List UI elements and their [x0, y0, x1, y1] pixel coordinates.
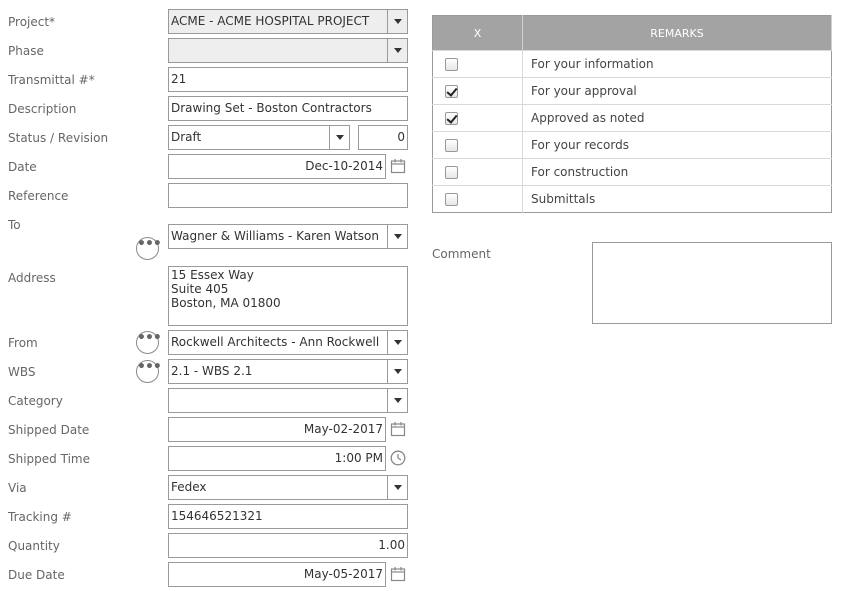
category-select[interactable] — [168, 388, 408, 413]
calendar-icon[interactable] — [390, 158, 406, 174]
due-date-input[interactable]: May-05-2017 — [168, 562, 386, 587]
date-input[interactable]: Dec-10-2014 — [168, 154, 386, 179]
wbs-value: 2.1 - WBS 2.1 — [171, 364, 253, 378]
reference-input[interactable] — [168, 183, 408, 208]
to-label: To — [8, 218, 21, 232]
chevron-down-icon[interactable] — [387, 225, 407, 248]
tracking-input[interactable]: 154646521321 — [168, 504, 408, 529]
remarks-row — [433, 186, 832, 213]
remarks-header-remarks: REMARKS — [523, 16, 832, 51]
tracking-label: Tracking # — [8, 510, 72, 524]
transmittal-input[interactable]: 21 — [168, 67, 408, 92]
remarks-header-x: X — [433, 16, 523, 51]
status-revision-label: Status / Revision — [8, 131, 109, 145]
remarks-row — [433, 159, 832, 186]
remarks-table — [432, 15, 832, 213]
remark-checkbox[interactable] — [445, 58, 458, 71]
shipped-date-label: Shipped Date — [8, 423, 90, 437]
remarks-row — [433, 105, 832, 132]
remark-label: For your records — [523, 132, 832, 159]
remark-label: Approved as noted — [523, 105, 832, 132]
status-select[interactable] — [168, 125, 350, 150]
category-label: Category — [8, 394, 63, 408]
quantity-label: Quantity — [8, 539, 60, 553]
remarks-check-cell — [433, 186, 523, 213]
due-date-label: Due Date — [8, 568, 65, 582]
remarks-check-cell — [433, 51, 523, 78]
project-value: ACME - ACME HOSPITAL PROJECT — [171, 14, 370, 28]
remark-checkbox[interactable] — [445, 193, 458, 206]
remark-checkbox[interactable] — [445, 85, 458, 98]
description-label: Description — [8, 102, 77, 116]
from-value: Rockwell Architects - Ann Rockwell — [171, 335, 380, 349]
remarks-header-row — [433, 16, 832, 51]
shipped-date-input[interactable]: May-02-2017 — [168, 417, 386, 442]
comment-label: Comment — [432, 247, 491, 261]
remarks-row — [433, 132, 832, 159]
phase-select[interactable] — [168, 38, 408, 63]
transmittal-label: Transmittal #* — [8, 73, 95, 87]
remarks-check-cell — [433, 132, 523, 159]
chevron-down-icon[interactable] — [387, 360, 407, 383]
remarks-row — [433, 51, 832, 78]
quantity-input[interactable]: 1.00 — [168, 533, 408, 558]
via-select[interactable] — [168, 475, 408, 500]
to-value: Wagner & Williams - Karen Watson — [171, 229, 380, 243]
remarks-check-cell — [433, 105, 523, 132]
from-label: From — [8, 336, 38, 350]
reference-label: Reference — [8, 189, 69, 203]
via-value: Fedex — [171, 480, 207, 494]
address-label: Address — [8, 271, 56, 285]
more-options-icon[interactable]: ••• — [136, 237, 159, 260]
project-label: Project* — [8, 15, 56, 29]
via-label: Via — [8, 481, 27, 495]
remark-label: For construction — [523, 159, 832, 186]
date-label: Date — [8, 160, 37, 174]
remarks-check-cell — [433, 78, 523, 105]
more-options-icon[interactable]: ••• — [136, 331, 159, 354]
comment-textarea[interactable] — [592, 242, 832, 324]
project-select[interactable] — [168, 9, 408, 34]
remark-label: For your approval — [523, 78, 832, 105]
to-select[interactable] — [168, 224, 408, 249]
remark-checkbox[interactable] — [445, 139, 458, 152]
calendar-icon[interactable] — [390, 566, 406, 582]
remark-label: Submittals — [523, 186, 832, 213]
address-textarea[interactable] — [168, 266, 408, 326]
wbs-label: WBS — [8, 365, 36, 379]
calendar-icon[interactable] — [390, 421, 406, 437]
clock-icon[interactable] — [390, 450, 406, 466]
remark-label: For your information — [523, 51, 832, 78]
status-value: Draft — [171, 130, 202, 144]
description-input[interactable]: Drawing Set - Boston Contractors — [168, 96, 408, 121]
shipped-time-input[interactable]: 1:00 PM — [168, 446, 386, 471]
phase-label: Phase — [8, 44, 44, 58]
chevron-down-icon[interactable] — [387, 476, 407, 499]
chevron-down-icon[interactable] — [387, 389, 407, 412]
chevron-down-icon[interactable] — [387, 39, 407, 62]
remarks-row — [433, 78, 832, 105]
revision-input[interactable]: 0 — [358, 125, 408, 150]
wbs-select[interactable] — [168, 359, 408, 384]
remarks-check-cell — [433, 159, 523, 186]
from-select[interactable] — [168, 330, 408, 355]
more-options-icon[interactable]: ••• — [136, 360, 159, 383]
remark-checkbox[interactable] — [445, 112, 458, 125]
shipped-time-label: Shipped Time — [8, 452, 90, 466]
remark-checkbox[interactable] — [445, 166, 458, 179]
chevron-down-icon[interactable] — [387, 331, 407, 354]
chevron-down-icon[interactable] — [387, 10, 407, 33]
chevron-down-icon[interactable] — [329, 126, 349, 149]
